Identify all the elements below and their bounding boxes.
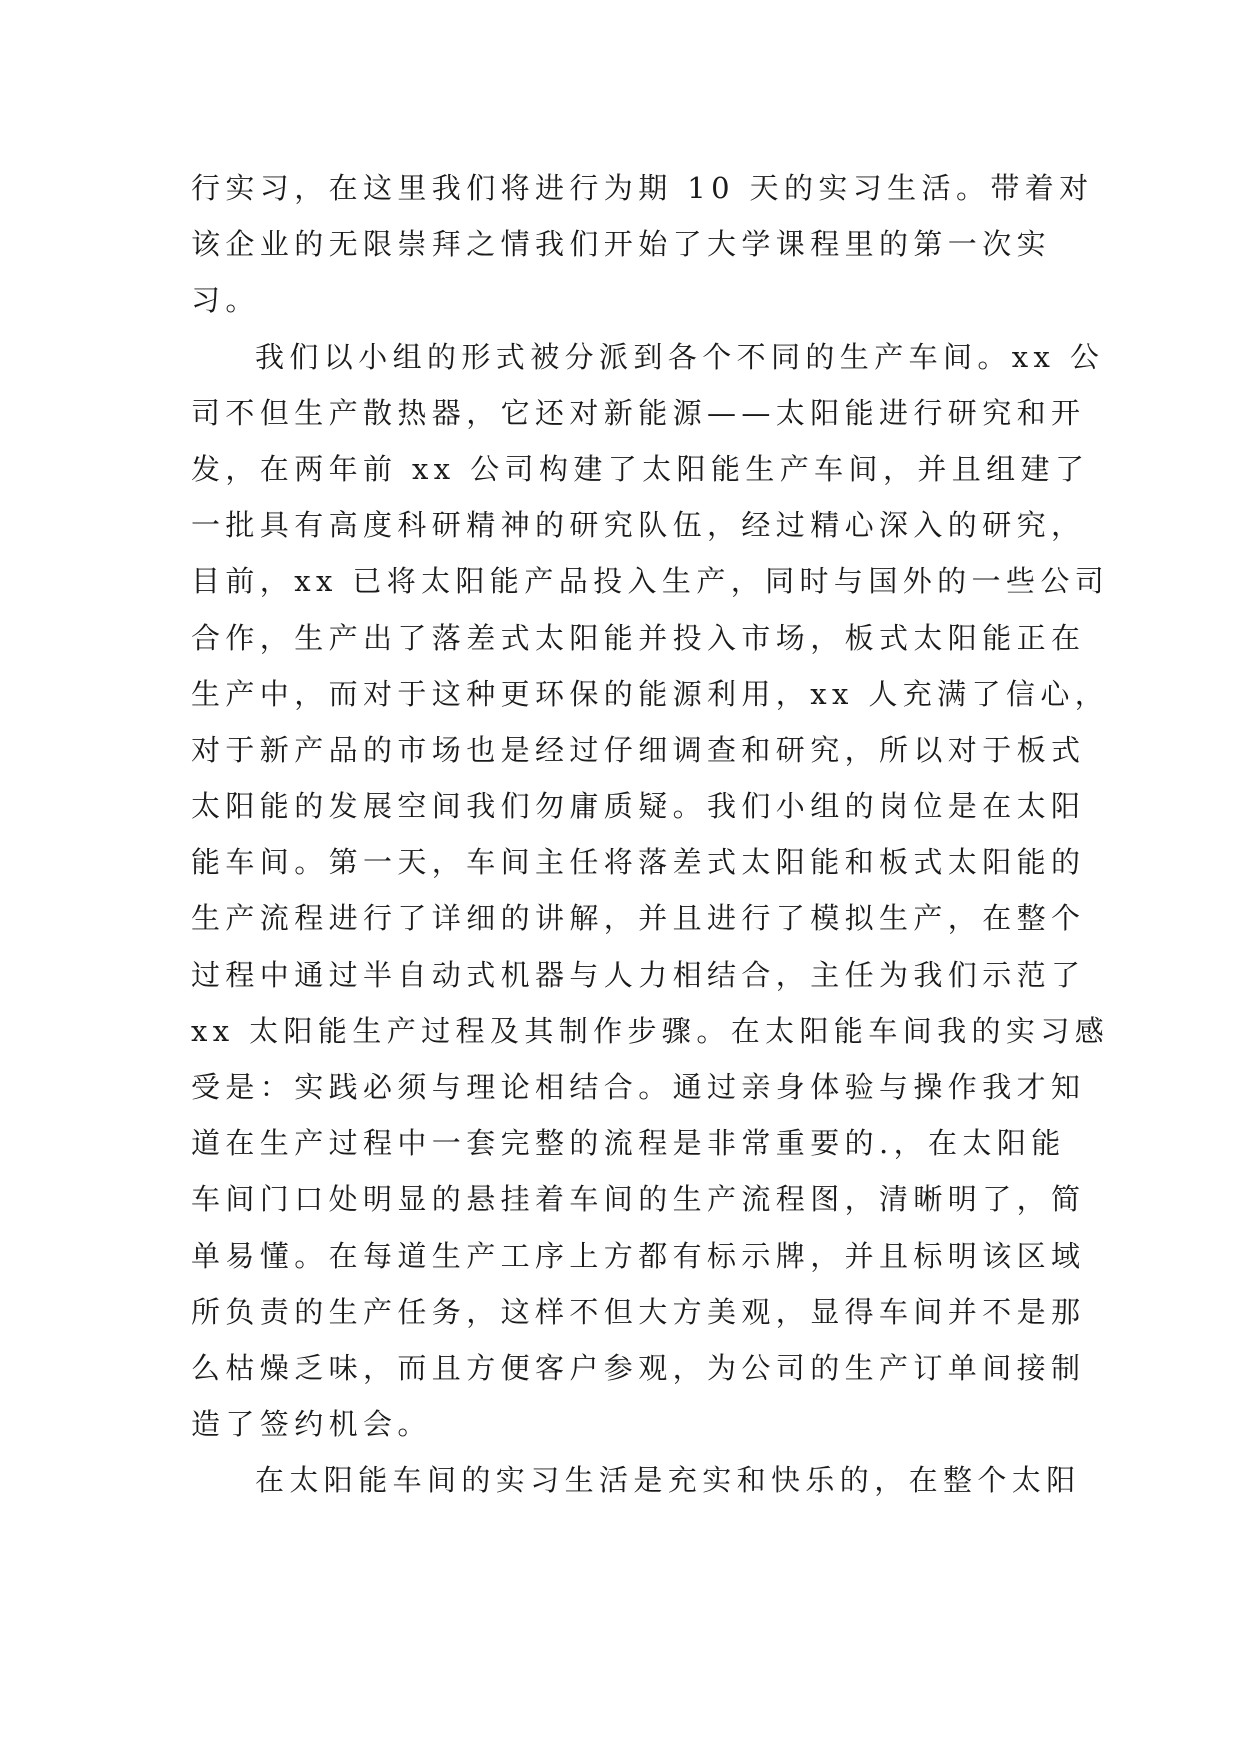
text-line: xx 太阳能生产过程及其制作步骤。在太阳能车间我的实习感 [191, 1013, 1110, 1048]
text-line: 目前，xx 已将太阳能产品投入生产，同时与国外的一些公司 [191, 564, 1110, 599]
text-line: 行实习，在这里我们将进行为期 10 天的实习生活。带着对 [191, 171, 1094, 205]
text-line: 司不但生产散热器，它还对新能源——太阳能进行研究和开 [191, 395, 1086, 430]
text-line: 么枯燥乏味，而且方便客户参观，为公司的生产订单间接制 [191, 1350, 1086, 1385]
text-line: 能车间。第一天，车间主任将落差式太阳能和板式太阳能的 [191, 845, 1086, 880]
text-line: 生产流程进行了详细的讲解，并且进行了模拟生产，在整个 [191, 901, 1086, 936]
text-line: 造了签约机会。 [191, 1407, 432, 1442]
text-line: 一批具有高度科研精神的研究队伍，经过精心深入的研究， [191, 508, 1086, 543]
text-line: 车间门口处明显的悬挂着车间的生产流程图，清晰明了，简 [191, 1182, 1086, 1217]
text-line: 受是：实践必须与理论相结合。通过亲身体验与操作我才知 [191, 1070, 1086, 1104]
paragraph-start-line: 我们以小组的形式被分派到各个不同的生产车间。xx 公 [255, 339, 1105, 374]
paragraph-start-line: 在太阳能车间的实习生活是充实和快乐的，在整个太阳 [255, 1463, 1081, 1498]
text-line: 单易懂。在每道生产工序上方都有标示牌，并且标明该区域 [191, 1238, 1086, 1273]
text-line: 对于新产品的市场也是经过仔细调查和研究，所以对于板式 [191, 732, 1086, 767]
text-line: 道在生产过程中一套完整的流程是非常重要的.，在太阳能 [191, 1126, 1066, 1161]
text-line: 发，在两年前 xx 公司构建了太阳能生产车间，并且组建了 [191, 451, 1090, 486]
text-line: 所负责的生产任务，这样不但大方美观，显得车间并不是那 [191, 1294, 1086, 1329]
text-line: 太阳能的发展空间我们勿庸质疑。我们小组的岗位是在太阳 [191, 789, 1086, 824]
text-line: 生产中，而对于这种更环保的能源利用，xx 人充满了信心， [191, 676, 1110, 711]
text-line: 过程中通过半自动式机器与人力相结合，主任为我们示范了 [191, 957, 1086, 992]
text-line: 该企业的无限崇拜之情我们开始了大学课程里的第一次实 [191, 227, 1052, 262]
text-line: 习。 [191, 283, 260, 318]
text-line: 合作，生产出了落差式太阳能并投入市场，板式太阳能正在 [191, 620, 1086, 655]
body-text [191, 160, 1110, 1509]
